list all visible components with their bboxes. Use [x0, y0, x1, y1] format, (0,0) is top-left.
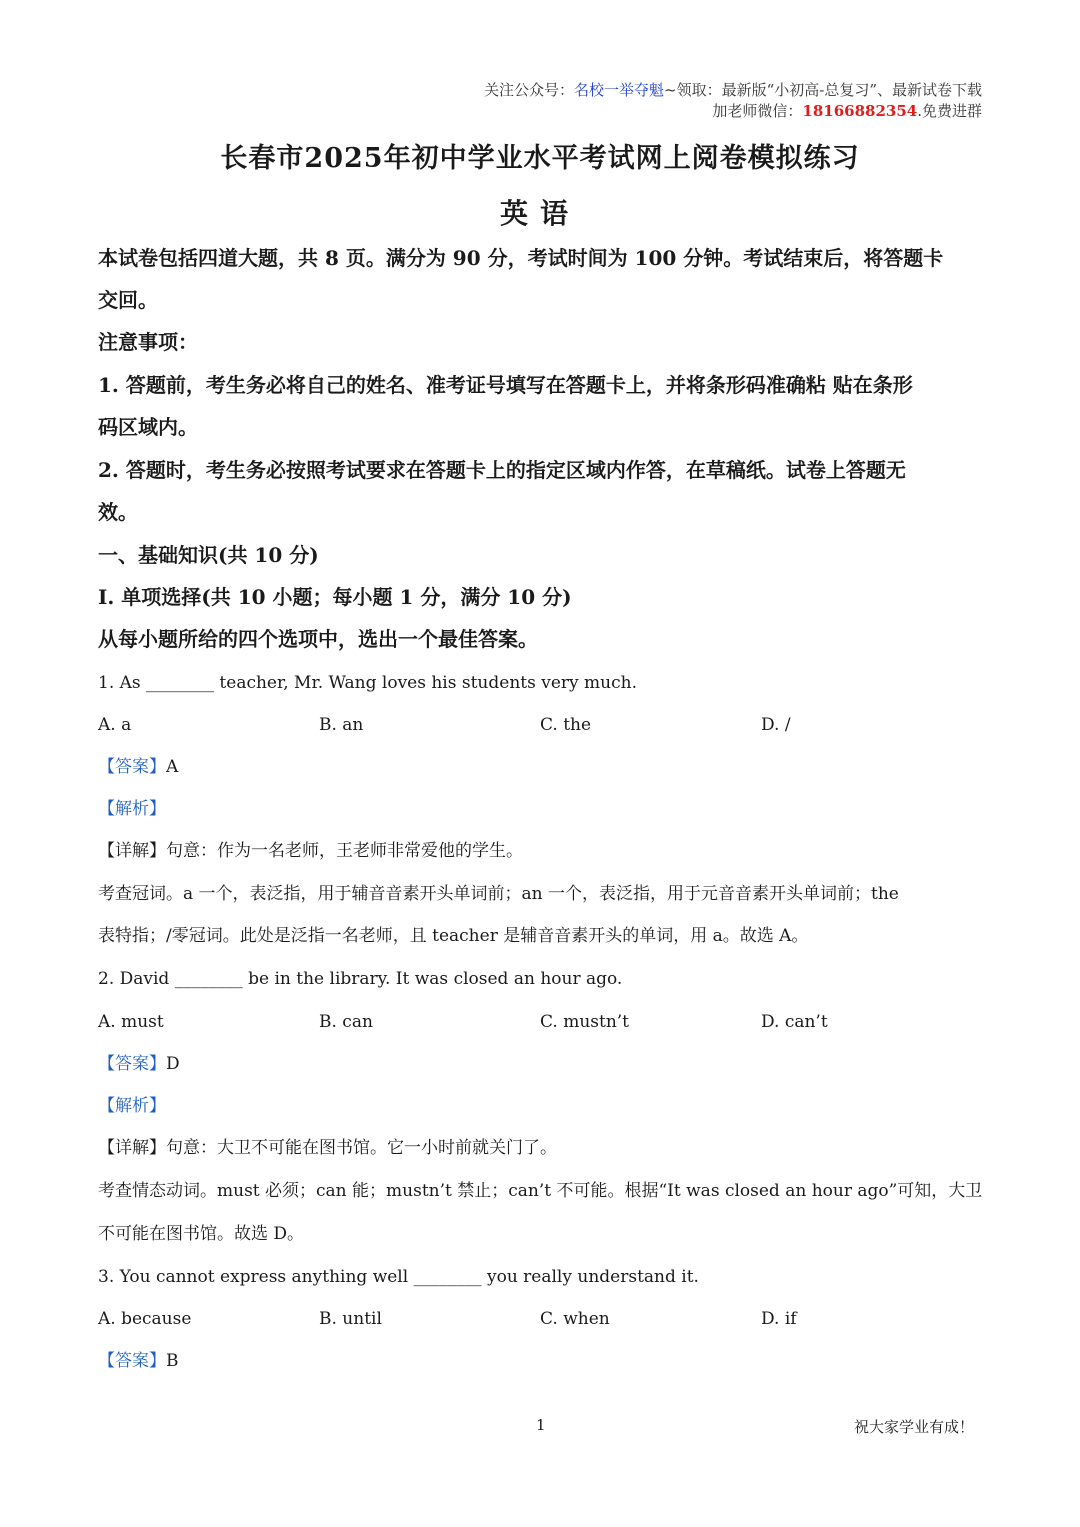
- question-2-detail: [98, 1127, 982, 1169]
- note2-line1: 2. 答题时，考生务必按照考试要求在答题卡上的指定区域内作答，在草稿纸。试卷上答题无: [98, 458, 906, 482]
- section-heading: 一、基础知识(共 10 分): [98, 543, 319, 567]
- promo-header-2: [712, 101, 982, 122]
- answer-value: A: [166, 757, 179, 777]
- question-2-explain-2: 不可能在图书馆。故选 D。: [98, 1224, 305, 1244]
- question-1-detail: [98, 830, 982, 872]
- part-heading: I. 单项选择(共 10 小题；每小题 1 分，满分 10 分): [98, 585, 572, 609]
- question-1-explain-2: 表特指；/零冠词。此处是泛指一名老师，且 teacher 是辅音音素开头的单词，用 a。故选 A。: [98, 926, 809, 946]
- notice-heading: 注意事项：: [98, 330, 198, 354]
- option-c: C. when: [540, 1309, 610, 1329]
- question-2-explain-1: 考查情态动词。must 必须；can 能；mustn’t 禁止；can’t 不可能。根据“It was closed an hour ago”可知，大卫: [98, 1181, 983, 1201]
- option-a: A. because: [98, 1309, 192, 1329]
- question-2-options: [98, 1001, 982, 1043]
- promo-phone: 18166882354: [802, 102, 918, 120]
- question-3-options: [98, 1298, 982, 1340]
- analysis-label: 【解析】: [98, 799, 166, 819]
- question-1-options: [98, 704, 982, 746]
- note1-line2: 码区域内。: [98, 415, 198, 439]
- option-c: C. mustn’t: [540, 1012, 630, 1032]
- page-title: 长春市2025年初中学业水平考试网上阅卷模拟练习: [220, 143, 860, 174]
- promo-line2-suffix: .免费进群: [917, 102, 982, 120]
- page-number: 1: [536, 1416, 546, 1434]
- option-a: A. a: [98, 715, 132, 735]
- analysis-label: 【解析】: [98, 1096, 166, 1116]
- note1-line1: 1. 答题前，考生务必将自己的姓名、准考证号填写在答题卡上，并将条形码准确粘 贴在条形: [98, 373, 913, 397]
- promo-line1-suffix: ~领取：最新版“小初高-总复习”、最新试卷下载: [664, 81, 982, 99]
- answer-value: D: [166, 1054, 180, 1074]
- detail-text: 句意：作为一名老师，王老师非常爱他的学生。: [166, 841, 523, 861]
- option-d: D. if: [761, 1309, 797, 1329]
- question-1-analysis: [98, 788, 982, 830]
- option-c: C. the: [540, 715, 592, 735]
- option-a: A. must: [98, 1012, 164, 1032]
- footer-slogan: 祝大家学业有成！: [853, 1418, 974, 1436]
- promo-line2-prefix: 加老师微信：: [712, 102, 803, 120]
- question-2-stem: 2. David ________ be in the library. It was closed an hour ago.: [98, 969, 623, 989]
- detail-label: 【详解】: [98, 841, 166, 861]
- question-2-analysis: [98, 1085, 982, 1127]
- question-1-answer: [98, 746, 982, 788]
- answer-label: 【答案】: [98, 1351, 166, 1371]
- question-2-answer: [98, 1043, 982, 1085]
- detail-text: 句意：大卫不可能在图书馆。它一小时前就关门了。: [166, 1138, 557, 1158]
- promo-brand-link[interactable]: 名校一举夺魁: [574, 81, 665, 99]
- option-d: D. /: [761, 715, 791, 735]
- detail-label: 【详解】: [98, 1138, 166, 1158]
- option-b: B. an: [319, 715, 364, 735]
- subject-title: 英语: [499, 197, 580, 230]
- intro-line2: 交回。: [98, 288, 158, 312]
- question-1-stem: 1. As ________ teacher, Mr. Wang loves his students very much.: [98, 673, 637, 693]
- option-d: D. can’t: [761, 1012, 828, 1032]
- note2-line2: 效。: [98, 500, 138, 524]
- question-1-explain-1: 考查冠词。a 一个，表泛指，用于辅音音素开头单词前；an 一个，表泛指，用于元音音素开头单词前；the: [98, 884, 899, 904]
- question-3-stem: 3. You cannot express anything well ________ you really understand it.: [98, 1267, 699, 1287]
- answer-label: 【答案】: [98, 1054, 166, 1074]
- answer-value: B: [166, 1351, 179, 1371]
- section-instruction: 从每小题所给的四个选项中，选出一个最佳答案。: [98, 627, 538, 651]
- answer-label: 【答案】: [98, 757, 166, 777]
- promo-line1-prefix: 关注公众号：: [483, 81, 574, 99]
- question-3-answer: [98, 1340, 982, 1382]
- option-b: B. can: [319, 1012, 373, 1032]
- option-b: B. until: [319, 1309, 382, 1329]
- intro-line1: 本试卷包括四道大题，共 8 页。满分为 90 分，考试时间为 100 分钟。考试结束后，将答题卡: [98, 246, 944, 270]
- promo-header: [484, 80, 982, 101]
